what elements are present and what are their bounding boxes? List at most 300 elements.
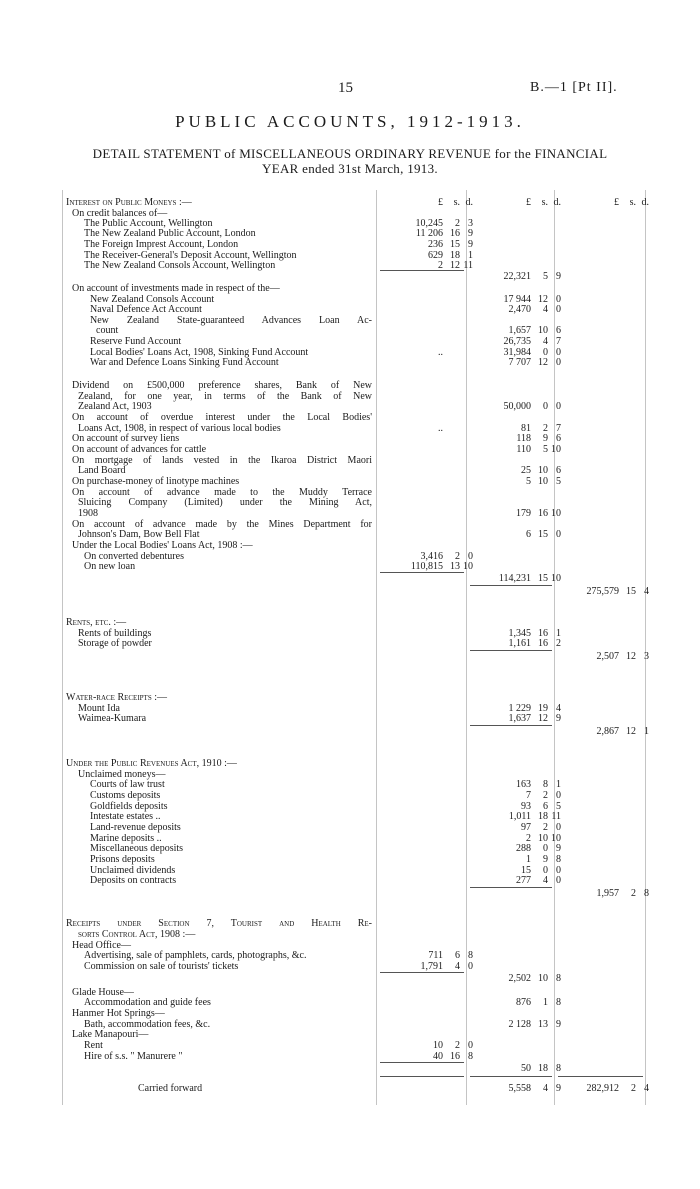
pounds-value: 2 128 bbox=[508, 1019, 531, 1030]
row-description: On new loan bbox=[84, 561, 136, 572]
pounds-value: 118 bbox=[516, 433, 531, 444]
table-row bbox=[62, 713, 660, 724]
shillings-value: 16 bbox=[450, 1051, 460, 1062]
pounds-value: 26,735 bbox=[503, 336, 531, 347]
table-row bbox=[62, 357, 660, 368]
table-row bbox=[62, 1040, 660, 1051]
table-row bbox=[62, 1063, 660, 1074]
pence-value: 8 bbox=[556, 854, 561, 865]
table-row bbox=[62, 573, 660, 584]
shillings-value: 12 bbox=[538, 713, 548, 724]
pence-value: 6 bbox=[556, 325, 561, 336]
pence-value: 9 bbox=[468, 228, 473, 239]
amount-c1 bbox=[394, 239, 472, 250]
amount-c2 bbox=[482, 638, 560, 649]
table-row bbox=[62, 508, 660, 519]
row-description: The New Zealand Consols Account, Wellington bbox=[84, 260, 276, 271]
table-row bbox=[62, 726, 660, 737]
table-row bbox=[62, 854, 660, 865]
table-row bbox=[62, 961, 660, 972]
carry-forward-rule bbox=[380, 1076, 464, 1077]
pounds-value: 2 bbox=[526, 833, 531, 844]
pounds-value: 3,416 bbox=[420, 551, 443, 562]
page-reference: B.—1 [Pt II]. bbox=[530, 80, 618, 95]
table-row bbox=[62, 540, 660, 551]
pounds-value: 7 bbox=[526, 790, 531, 801]
shillings-value: 12 bbox=[450, 260, 460, 271]
row-description: Hanmer Hot Springs— bbox=[72, 1008, 165, 1019]
pence-value: 4 bbox=[644, 586, 649, 597]
pence-value: 1 bbox=[556, 779, 561, 790]
table-row bbox=[62, 651, 660, 662]
amount-c3 bbox=[570, 726, 650, 737]
amount-c2 bbox=[482, 444, 560, 455]
row-description: Johnson's Dam, Bow Bell Flat bbox=[78, 529, 200, 540]
pence-value: 4 bbox=[556, 703, 561, 714]
pounds-value: 1,011 bbox=[508, 811, 531, 822]
shillings-value: 1 bbox=[543, 997, 548, 1008]
amount-c1 bbox=[394, 228, 472, 239]
row-description: Unclaimed dividends bbox=[90, 865, 176, 876]
row-description: Commission on sale of tourists' tickets bbox=[84, 961, 239, 972]
pence-value: 0 bbox=[556, 347, 561, 358]
row-description: Zealand Act, 1903 bbox=[78, 401, 152, 412]
row-description: On account of advance made by the Mines Department for bbox=[72, 519, 372, 530]
row-description: Local Bodies' Loans Act, 1908, Sinking Fund Account bbox=[90, 347, 309, 358]
row-description: Naval Defence Act Account bbox=[90, 304, 202, 315]
table-row bbox=[62, 692, 660, 703]
shillings-value: 10 bbox=[538, 833, 548, 844]
pence-value: 10 bbox=[551, 444, 561, 455]
amount-c2 bbox=[482, 476, 560, 487]
amount-c1 bbox=[394, 1040, 472, 1051]
pounds-value: 1,657 bbox=[508, 325, 531, 336]
pounds-value: 93 bbox=[521, 801, 531, 812]
shillings-value: 0 bbox=[543, 401, 548, 412]
table-row bbox=[62, 790, 660, 801]
pounds-value: 15 bbox=[521, 865, 531, 876]
pence-value: 0 bbox=[556, 875, 561, 886]
row-description: 1908 bbox=[78, 508, 98, 519]
pounds-value: 277 bbox=[516, 875, 531, 886]
row-description: The Foreign Imprest Account, London bbox=[84, 239, 239, 250]
amount-c2 bbox=[482, 401, 560, 412]
row-description: Land Board bbox=[78, 465, 126, 476]
table-row bbox=[62, 412, 660, 423]
shillings-value: 16 bbox=[538, 508, 548, 519]
table-row bbox=[62, 444, 660, 455]
col3-pence-header: d. bbox=[641, 197, 649, 208]
row-description: Hire of s.s. " Manurere " bbox=[84, 1051, 183, 1062]
shillings-value: 0 bbox=[543, 843, 548, 854]
pence-value: 8 bbox=[644, 888, 649, 899]
amount-c2 bbox=[482, 790, 560, 801]
shillings-value: 5 bbox=[543, 444, 548, 455]
shillings-value: 10 bbox=[538, 465, 548, 476]
shillings-value: 2 bbox=[455, 551, 460, 562]
pence-value: 4 bbox=[644, 1083, 649, 1094]
amount-c1 bbox=[394, 561, 472, 572]
amount-c2 bbox=[482, 271, 560, 282]
page-number: 15 bbox=[338, 80, 353, 96]
pounds-value: 288 bbox=[516, 843, 531, 854]
pounds-value: 2,507 bbox=[596, 651, 619, 662]
pence-value: 6 bbox=[556, 465, 561, 476]
shillings-value: 12 bbox=[538, 294, 548, 305]
amount-c2 bbox=[482, 822, 560, 833]
col3-shillings-header: s. bbox=[629, 197, 636, 208]
amount-c2 bbox=[482, 713, 560, 724]
pounds-value: 110,815 bbox=[410, 561, 443, 572]
pounds-value: 22,321 bbox=[503, 271, 531, 282]
row-description: Prisons deposits bbox=[90, 854, 155, 865]
col2-pence-header: d. bbox=[553, 197, 561, 208]
table-row bbox=[62, 271, 660, 282]
pounds-value: 81 bbox=[521, 423, 531, 434]
pence-value: 6 bbox=[556, 433, 561, 444]
shillings-value: 0 bbox=[543, 865, 548, 876]
shillings-value: 2 bbox=[543, 423, 548, 434]
table-row bbox=[62, 973, 660, 984]
row-description: Rents, etc. :— bbox=[66, 617, 127, 628]
row-description: Glade House— bbox=[72, 987, 134, 998]
pence-value: 0 bbox=[556, 294, 561, 305]
pence-value: 1 bbox=[644, 726, 649, 737]
table-row bbox=[62, 283, 660, 294]
pence-value: 10 bbox=[551, 508, 561, 519]
shillings-value: 2 bbox=[455, 1040, 460, 1051]
pence-value: 10 bbox=[463, 561, 473, 572]
amount-c2 bbox=[482, 843, 560, 854]
pounds-value: 1,957 bbox=[596, 888, 619, 899]
shillings-value: 12 bbox=[626, 651, 636, 662]
table-row bbox=[62, 336, 660, 347]
row-description: count bbox=[96, 325, 119, 336]
amount-c3 bbox=[570, 651, 650, 662]
pounds-value: 282,912 bbox=[586, 1083, 619, 1094]
row-description: War and Defence Loans Sinking Fund Account bbox=[90, 357, 279, 368]
shillings-value: 18 bbox=[538, 1063, 548, 1074]
pence-value: 0 bbox=[556, 865, 561, 876]
pounds-value: 25 bbox=[521, 465, 531, 476]
pence-value: 11 bbox=[463, 260, 473, 271]
table-row bbox=[62, 950, 660, 961]
amount-c2 bbox=[482, 875, 560, 886]
statement-title-line-1: DETAIL STATEMENT of MISCELLANEOUS ORDINARY REVENUE for the FINANCIAL bbox=[92, 146, 608, 161]
col2-pounds-header: £ bbox=[526, 197, 531, 208]
amount-c2 bbox=[482, 779, 560, 790]
pounds-value: 17 944 bbox=[503, 294, 531, 305]
pounds-value: 1,791 bbox=[420, 961, 443, 972]
col3-pounds-header: £ bbox=[614, 197, 619, 208]
shillings-value: 12 bbox=[626, 726, 636, 737]
pence-value: 5 bbox=[556, 801, 561, 812]
pence-value: 10 bbox=[551, 833, 561, 844]
row-description: Interest on Public Moneys :— bbox=[66, 197, 192, 208]
subtotal-rule bbox=[470, 650, 552, 651]
row-description: Intestate estates .. bbox=[90, 811, 161, 822]
pounds-value: 31,984 bbox=[503, 347, 531, 358]
table-row bbox=[62, 1029, 660, 1040]
row-description: New Zealand Consols Account bbox=[90, 294, 215, 305]
shillings-value: 15 bbox=[450, 239, 460, 250]
table-row bbox=[62, 888, 660, 899]
row-description: Receipts under Section 7, Tourist and Health Re- bbox=[66, 918, 372, 929]
subtotal-rule bbox=[470, 585, 552, 586]
table-row bbox=[62, 586, 660, 597]
pounds-value: 275,579 bbox=[586, 586, 619, 597]
shillings-value: 12 bbox=[538, 357, 548, 368]
shillings-value: 18 bbox=[450, 250, 460, 261]
pence-value: 8 bbox=[556, 1063, 561, 1074]
shillings-value: 6 bbox=[543, 801, 548, 812]
carry-forward-rule bbox=[558, 1076, 643, 1077]
shillings-value: 10 bbox=[538, 476, 548, 487]
table-row bbox=[62, 325, 660, 336]
pence-value: 7 bbox=[556, 336, 561, 347]
table-row bbox=[62, 497, 660, 508]
pounds-value: 179 bbox=[516, 508, 531, 519]
subtotal-rule bbox=[380, 270, 464, 271]
amount-c2 bbox=[482, 811, 560, 822]
shillings-value: 16 bbox=[538, 628, 548, 639]
pounds-value: 876 bbox=[516, 997, 531, 1008]
pence-value: 9 bbox=[556, 1019, 561, 1030]
pounds-value: 11 206 bbox=[415, 228, 443, 239]
pounds-value: 50 bbox=[521, 1063, 531, 1074]
row-description: Sluicing Company (Limited) under the Mining Act, bbox=[78, 497, 372, 508]
table-row bbox=[62, 758, 660, 769]
shillings-value: 10 bbox=[538, 973, 548, 984]
row-description: On credit balances of— bbox=[72, 208, 168, 219]
shillings-value: 13 bbox=[450, 561, 460, 572]
row-description: Carried forward bbox=[138, 1083, 203, 1094]
pence-value: 0 bbox=[468, 1040, 473, 1051]
amount-c2 bbox=[482, 973, 560, 984]
amount-c2 bbox=[482, 854, 560, 865]
table-row bbox=[62, 228, 660, 239]
shillings-value: 2 bbox=[631, 1083, 636, 1094]
row-description: Mount Ida bbox=[78, 703, 120, 714]
pence-value: 8 bbox=[556, 973, 561, 984]
row-description: Under the Local Bodies' Loans Act, 1908 :— bbox=[72, 540, 253, 551]
table-row bbox=[62, 433, 660, 444]
row-description: The Public Account, Wellington bbox=[84, 218, 213, 229]
row-description: Advertising, sale of pamphlets, cards, photographs, &c. bbox=[84, 950, 307, 961]
pounds-value: 2 bbox=[438, 260, 443, 271]
amount-c1 bbox=[394, 950, 472, 961]
pence-value: 8 bbox=[468, 950, 473, 961]
row-description: Loans Act, 1908, in respect of various local bodies bbox=[78, 423, 281, 434]
pounds-value: 1 229 bbox=[508, 703, 531, 714]
table-row bbox=[62, 1083, 660, 1094]
shillings-value: 15 bbox=[626, 586, 636, 597]
pounds-value: 6 bbox=[526, 529, 531, 540]
pounds-value: .. bbox=[438, 423, 443, 434]
amount-c2 bbox=[482, 433, 560, 444]
pounds-value: 10,245 bbox=[415, 218, 443, 229]
table-row bbox=[62, 822, 660, 833]
subtotal-rule bbox=[380, 972, 464, 973]
shillings-value: 9 bbox=[543, 854, 548, 865]
pounds-value: 7 707 bbox=[508, 357, 531, 368]
pence-value: 0 bbox=[556, 790, 561, 801]
row-description: On account of investments made in respect of the— bbox=[72, 283, 280, 294]
shillings-value: 16 bbox=[450, 228, 460, 239]
amount-c3 bbox=[570, 888, 650, 899]
pounds-value: 114,231 bbox=[498, 573, 531, 584]
pounds-value: 50,000 bbox=[503, 401, 531, 412]
row-description: The Receiver-General's Deposit Account, Wellington bbox=[84, 250, 297, 261]
shillings-value: 16 bbox=[538, 638, 548, 649]
pence-value: 9 bbox=[556, 271, 561, 282]
amount-c2 bbox=[482, 997, 560, 1008]
shillings-value: 10 bbox=[538, 325, 548, 336]
row-description: Zealand, for one year, in terms of the Bank of New bbox=[78, 391, 372, 402]
shillings-value: 2 bbox=[631, 888, 636, 899]
row-description: Miscellaneous deposits bbox=[90, 843, 184, 854]
pence-value: 9 bbox=[556, 843, 561, 854]
subtotal-rule bbox=[380, 572, 464, 573]
shillings-value: 0 bbox=[543, 347, 548, 358]
table-row bbox=[62, 380, 660, 391]
pounds-value: 40 bbox=[433, 1051, 443, 1062]
amount-c2 bbox=[482, 325, 560, 336]
row-description: Unclaimed moneys— bbox=[78, 769, 166, 780]
pounds-value: 163 bbox=[516, 779, 531, 790]
shillings-value: 4 bbox=[543, 336, 548, 347]
pounds-value: 1,637 bbox=[508, 713, 531, 724]
pence-value: 8 bbox=[556, 997, 561, 1008]
table-row bbox=[62, 561, 660, 572]
pence-value: 5 bbox=[556, 476, 561, 487]
row-description: On mortgage of lands vested in the Ikaroa District Maori bbox=[72, 455, 372, 466]
amount-c2 bbox=[482, 508, 560, 519]
pence-value: 9 bbox=[556, 713, 561, 724]
row-description: Rents of buildings bbox=[78, 628, 152, 639]
table-row bbox=[62, 617, 660, 628]
pence-value: 0 bbox=[556, 822, 561, 833]
shillings-value: 4 bbox=[455, 961, 460, 972]
pence-value: 11 bbox=[551, 811, 561, 822]
row-description: On account of overdue interest under the Local Bodies' bbox=[72, 412, 372, 423]
table-row bbox=[62, 811, 660, 822]
shillings-value: 4 bbox=[543, 1083, 548, 1094]
pence-value: 3 bbox=[468, 218, 473, 229]
pence-value: 1 bbox=[556, 628, 561, 639]
table-row bbox=[62, 260, 660, 271]
table-row bbox=[62, 304, 660, 315]
pounds-value: 5,558 bbox=[508, 1083, 531, 1094]
row-description: The New Zealand Public Account, London bbox=[84, 228, 256, 239]
pounds-value: 2,470 bbox=[508, 304, 531, 315]
page-title: PUBLIC ACCOUNTS, 1912-1913. bbox=[175, 112, 525, 131]
pence-value: 9 bbox=[468, 239, 473, 250]
row-description: Goldfields deposits bbox=[90, 801, 168, 812]
pence-value: 1 bbox=[468, 250, 473, 261]
pounds-value: 629 bbox=[428, 250, 443, 261]
table-row bbox=[62, 997, 660, 1008]
row-description: Deposits on contracts bbox=[90, 875, 177, 886]
row-description: Marine deposits .. bbox=[90, 833, 162, 844]
row-description: Head Office— bbox=[72, 940, 131, 951]
pence-value: 9 bbox=[556, 1083, 561, 1094]
pounds-value: 1,161 bbox=[508, 638, 531, 649]
shillings-value: 2 bbox=[455, 218, 460, 229]
pounds-value: 236 bbox=[428, 239, 443, 250]
row-description: Reserve Fund Account bbox=[90, 336, 182, 347]
table-row bbox=[62, 1008, 660, 1019]
row-description: Customs deposits bbox=[90, 790, 161, 801]
shillings-value: 9 bbox=[543, 433, 548, 444]
row-description: sorts Control Act, 1908 :— bbox=[78, 929, 196, 940]
amount-c3 bbox=[570, 586, 650, 597]
row-description: Land-revenue deposits bbox=[90, 822, 181, 833]
table-row bbox=[62, 779, 660, 790]
subtotal-rule bbox=[470, 725, 552, 726]
row-description: Under the Public Revenues Act, 1910 :— bbox=[66, 758, 237, 769]
pence-value: 0 bbox=[556, 401, 561, 412]
row-description: On account of advance made to the Muddy Terrace bbox=[72, 487, 372, 498]
pounds-value: 2,867 bbox=[596, 726, 619, 737]
pence-value: 0 bbox=[556, 304, 561, 315]
row-description: Rent bbox=[84, 1040, 103, 1051]
table-row bbox=[62, 197, 660, 208]
amount-c3 bbox=[570, 1083, 650, 1094]
shillings-value: 5 bbox=[543, 271, 548, 282]
row-description: New Zealand State-guaranteed Advances Loan Ac- bbox=[90, 315, 372, 326]
pounds-value: 1,345 bbox=[508, 628, 531, 639]
row-description: On account of survey liens bbox=[72, 433, 180, 444]
pence-value: 3 bbox=[644, 651, 649, 662]
shillings-value: 19 bbox=[538, 703, 548, 714]
col2-shillings-header: s. bbox=[541, 197, 548, 208]
amount-c2 bbox=[482, 465, 560, 476]
shillings-value: 2 bbox=[543, 790, 548, 801]
amount-c2 bbox=[482, 336, 560, 347]
statement-title-line-2: YEAR ended 31st March, 1913. bbox=[262, 161, 438, 176]
table-row bbox=[62, 465, 660, 476]
shillings-value: 6 bbox=[455, 950, 460, 961]
amount-c2 bbox=[482, 529, 560, 540]
col1-shillings-header: s. bbox=[453, 197, 460, 208]
row-description: Lake Manapouri— bbox=[72, 1029, 149, 1040]
pounds-value: 110 bbox=[516, 444, 531, 455]
amount-c2 bbox=[482, 304, 560, 315]
row-description: Storage of powder bbox=[78, 638, 152, 649]
carry-forward-rule bbox=[470, 1076, 552, 1077]
pounds-value: 711 bbox=[428, 950, 443, 961]
table-row bbox=[62, 638, 660, 649]
table-row bbox=[62, 239, 660, 250]
row-description: On account of advances for cattle bbox=[72, 444, 207, 455]
shillings-value: 4 bbox=[543, 875, 548, 886]
shillings-value: 13 bbox=[538, 1019, 548, 1030]
pence-value: 0 bbox=[556, 529, 561, 540]
table-row bbox=[62, 843, 660, 854]
amount-c2 bbox=[482, 357, 560, 368]
amount-c2 bbox=[482, 573, 560, 584]
row-description: Water-race Receipts :— bbox=[66, 692, 167, 703]
pounds-value: .. bbox=[438, 347, 443, 358]
amount-c1 bbox=[394, 961, 472, 972]
col1-pence-header: d. bbox=[465, 197, 473, 208]
subtotal-rule bbox=[470, 887, 552, 888]
shillings-value: 4 bbox=[543, 304, 548, 315]
pounds-value: 2,502 bbox=[508, 973, 531, 984]
row-description: Courts of law trust bbox=[90, 779, 165, 790]
table-row bbox=[62, 401, 660, 412]
